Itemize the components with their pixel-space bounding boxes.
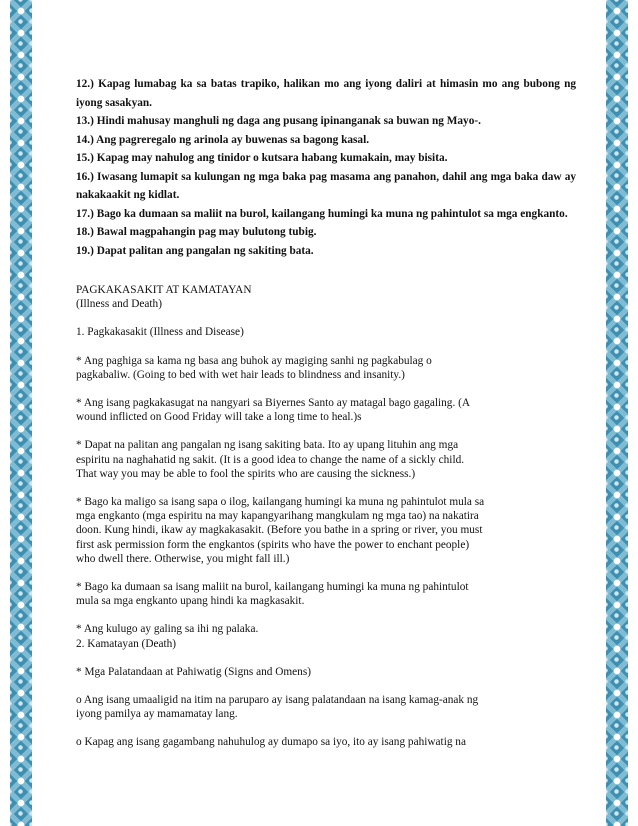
list-item: 16.) Iwasang lumapit sa kulungan ng mga baka pag masama ang panahon, dahil ang mga baka daw ay nakakaakit ng kidlat.: [76, 170, 576, 201]
section-heading: PAGKAKASAKIT AT KAMATAYAN: [76, 284, 252, 296]
list-item: 15.) Kapag may nahulog ang tinidor o kutsara habang kumakain, may bisita.: [76, 152, 448, 164]
entry-line: iyong pamilya ay mamamatay lang.: [76, 708, 238, 721]
entry-line: * Bago ka dumaan sa isang maliit na burol, kailangang humingi ka muna ng pahintulot: [76, 581, 469, 594]
entry-line: mga engkanto (mga espiritu na may kapangyarihang mangkulam ng mga tao) na nakatira: [76, 510, 479, 523]
entry-line: * Bago ka maligo sa isang sapa o ilog, kailangang humingi ka muna ng pahintulot mula sa: [76, 496, 485, 509]
list-item: 12.) Kapag lumabag ka sa batas trapiko, halikan mo ang iyong daliri at himasin mo ang bubong ng iyong sasakyan.: [76, 78, 576, 109]
entry-line: first ask permission form the engkantos (spirits who have the power to enchant people): [76, 538, 470, 551]
subheading-death: 2. Kamatayan (Death): [76, 637, 177, 650]
list-item: 19.) Dapat palitan ang pangalan ng sakiting bata.: [76, 244, 314, 257]
sub-subheading-signs: * Mga Palatandaan at Pahiwatig (Signs and Omens): [76, 665, 311, 678]
superstition-list: [76, 75, 576, 260]
entry-line: * Ang kulugo ay galing sa ihi ng palaka.: [76, 623, 259, 636]
list-item: 17.) Bago ka dumaan sa maliit na burol, kailangang humingi ka muna ng pahintulot sa mga engkanto.: [76, 207, 568, 220]
entry-line: wound inflicted on Good Friday will take a long time to heal.)s: [76, 411, 362, 424]
entry-line: mula sa mga engkanto upang hindi ka magkasakit.: [76, 595, 305, 608]
page-content: [76, 75, 576, 750]
entry-line: pagkabaliw. (Going to bed with wet hair leads to blindness and insanity.): [76, 368, 405, 381]
list-item: 18.) Bawal magpahangin pag may bulutong tubig.: [76, 226, 317, 238]
illness-death-section: [76, 283, 576, 750]
list-item: 14.) Ang pagreregalo ng arinola ay buwenas sa bagong kasal.: [76, 133, 370, 146]
decorative-border-left: [10, 0, 32, 826]
decorative-border-right: [606, 0, 628, 826]
entry-line: who dwell there. Otherwise, you might fall ill.): [76, 552, 290, 565]
list-item: 13.) Hindi mahusay manghuli ng daga ang pusang ipinanganak sa buwan ng Mayo-.: [76, 115, 481, 127]
entry-line: doon. Kung hindi, ikaw ay magkakasakit. (Before you bathe in a spring or river, you must: [76, 524, 483, 537]
subheading-illness: 1. Pagkakasakit (Illness and Disease): [76, 326, 244, 339]
entry-line: o Kapag ang isang gagambang nahuhulog ay dumapo sa iyo, ito ay isang pahiwatig na: [76, 736, 466, 749]
entry-line: * Ang isang pagkakasugat na nangyari sa Biyernes Santo ay matagal bago gagaling. (A: [76, 397, 471, 410]
entry-line: * Dapat na palitan ang pangalan ng isang sakiting bata. Ito ay upang lituhin ang mga: [76, 439, 459, 452]
entry-line: * Ang paghiga sa kama ng basa ang buhok ay magiging sanhi ng pagkabulag o: [76, 354, 432, 367]
entry-line: That way you may be able to fool the spirits who are causing the sickness.): [76, 467, 416, 480]
section-heading-translation: (Illness and Death): [76, 298, 162, 311]
entry-line: espiritu na naghahatid ng sakit. (It is a good idea to change the name of a sickly child.: [76, 453, 465, 466]
entry-line: o Ang isang umaaligid na itim na paruparo ay isang palatandaan na isang kamag-anak ng: [76, 694, 479, 707]
